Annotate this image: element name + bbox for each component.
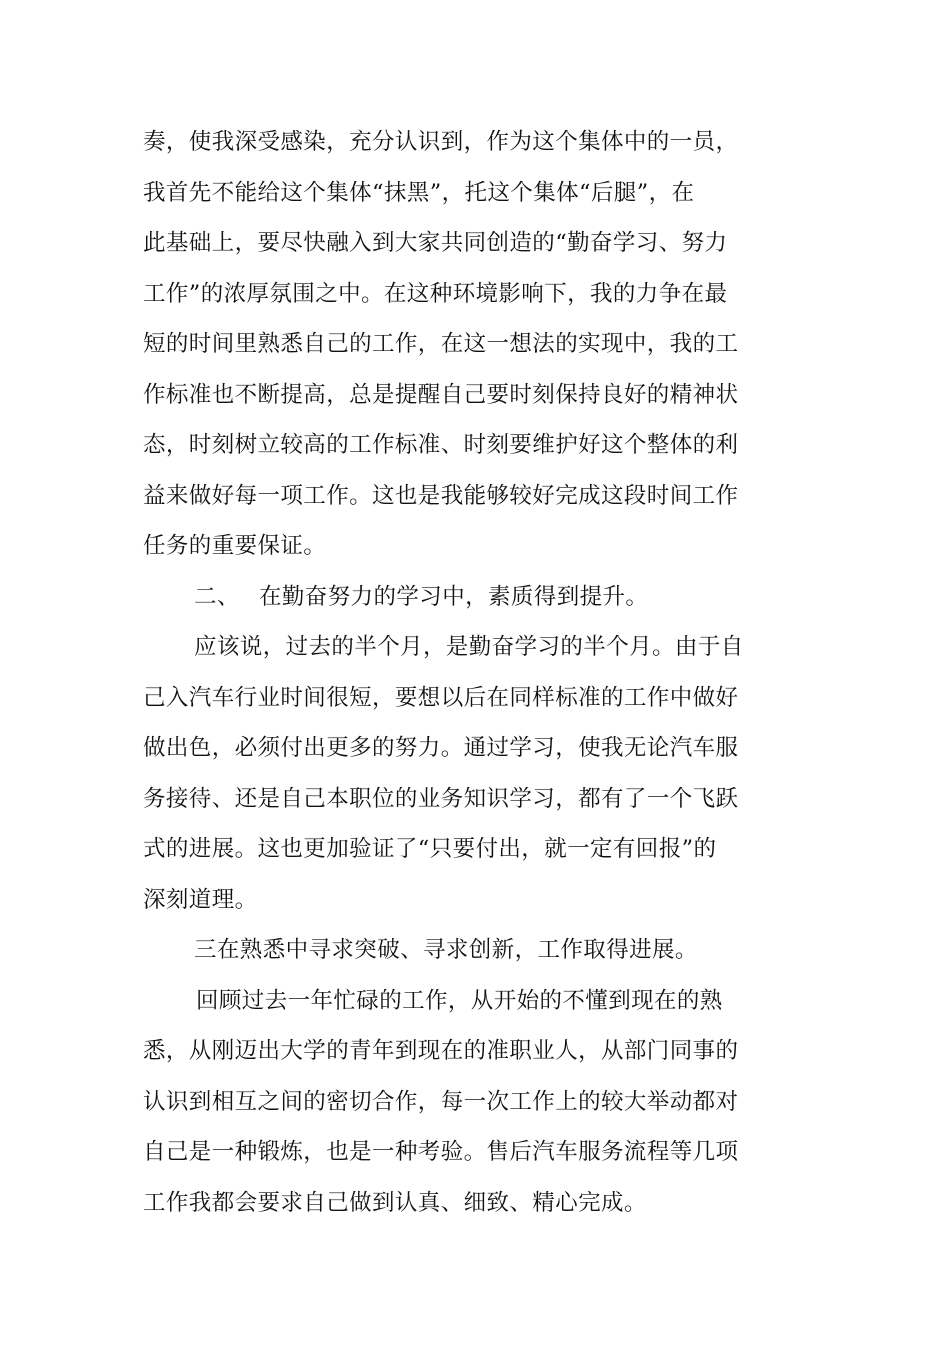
text-line: 式的进展。这也更加验证了“只要付出，就一定有回报”的 xyxy=(143,836,717,862)
section-title: 在勤奋努力的学习中，素质得到提升。 xyxy=(259,583,649,610)
text-line: 认识到相互之间的密切合作，每一次工作上的较大举动都对 xyxy=(143,1088,739,1115)
text-line: 作标准也不断提高，总是提醒自己要时刻保持良好的精神状 xyxy=(143,381,739,408)
paragraph-3 xyxy=(143,976,743,1229)
text-line: 益来做好每一项工作。这也是我能够较好完成这段时间工作 xyxy=(143,482,739,509)
document-body xyxy=(143,117,743,1228)
paragraph-1 xyxy=(143,117,743,572)
text-line: 务接待、还是自己本职位的业务知识学习，都有了一个飞跃 xyxy=(143,785,739,812)
text-line: 态，时刻树立较高的工作标准、时刻要维护好这个整体的利 xyxy=(143,432,739,458)
text-line: 深刻道理。 xyxy=(143,886,258,913)
text-line: 悉，从刚迈出大学的青年到现在的准职业人，从部门同事的 xyxy=(143,1038,739,1064)
text-line: 己入汽车行业时间很短，要想以后在同样标准的工作中做好 xyxy=(143,684,739,711)
text-line: 短的时间里熟悉自己的工作，在这一想法的实现中，我的工 xyxy=(143,331,739,357)
text-line: 奏，使我深受感染，充分认识到，作为这个集体中的一员， xyxy=(143,129,739,155)
text-line: 工作我都会要求自己做到认真、细致、精心完成。 xyxy=(143,1189,647,1216)
text-line: 应该说，过去的半个月，是勤奋学习的半个月。由于自 xyxy=(194,634,744,660)
section-heading-2 xyxy=(143,572,743,623)
paragraph-2 xyxy=(143,622,743,925)
text-line: 做出色，必须付出更多的努力。通过学习，使我无论汽车服 xyxy=(143,735,739,761)
text-line: 工作”的浓厚氛围之中。在这种环境影响下，我的力争在最 xyxy=(143,280,728,307)
text-line: 回顾过去一年忙碌的工作，从开始的不懂到现在的熟 xyxy=(196,987,723,1014)
text-line: 自己是一种锻炼，也是一种考验。售后汽车服务流程等几项 xyxy=(143,1139,739,1165)
section-number: 二、 xyxy=(194,583,240,610)
section-heading-3: 三在熟悉中寻求突破、寻求创新，工作取得进展。 xyxy=(194,937,698,963)
text-line: 我首先不能给这个集体“抹黑”，托这个集体“后腿”，在 xyxy=(143,179,695,206)
text-line: 此基础上，要尽快融入到大家共同创造的“勤奋学习、努力 xyxy=(143,230,728,256)
text-line: 任务的重要保证。 xyxy=(143,533,327,559)
